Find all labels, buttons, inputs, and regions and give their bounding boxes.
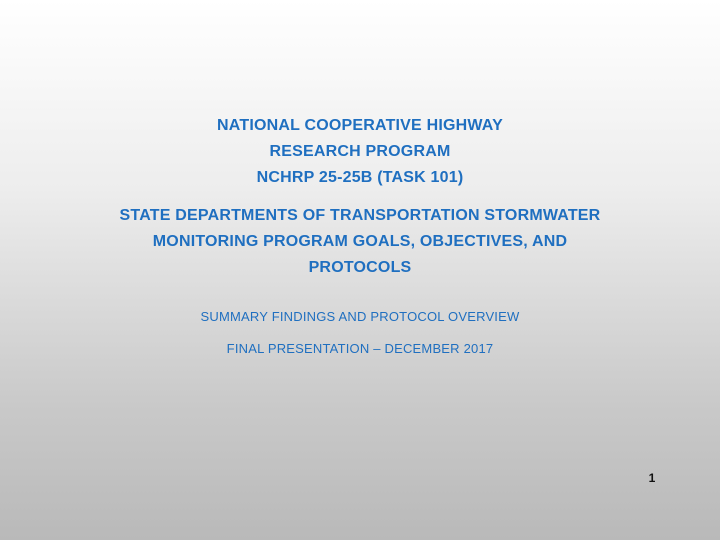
program-title — [60, 113, 660, 191]
subtitle: SUMMARY FINDINGS AND PROTOCOL OVERVIEW — [200, 309, 520, 324]
program-title-line-1: NATIONAL COOPERATIVE HIGHWAY — [217, 117, 503, 134]
presentation-date: FINAL PRESENTATION – DECEMBER 2017 — [226, 341, 494, 356]
program-title-line-2: RESEARCH PROGRAM — [269, 143, 451, 160]
program-title-line-3: NCHRP 25-25B (TASK 101) — [256, 169, 464, 186]
page-number: 1 — [648, 471, 656, 485]
report-title-line-3: PROTOCOLS — [308, 259, 412, 276]
report-title-line-2: MONITORING PROGRAM GOALS, OBJECTIVES, AND — [152, 233, 568, 250]
report-title-line-1: STATE DEPARTMENTS OF TRANSPORTATION STORMWATER — [119, 207, 601, 224]
report-title — [60, 203, 660, 281]
